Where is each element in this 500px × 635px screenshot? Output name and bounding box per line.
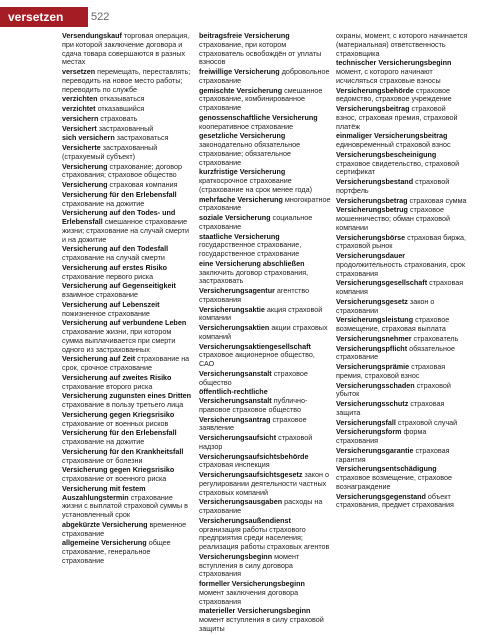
entry-translation: момент заключения договора страхования [199, 587, 299, 606]
entry-headword: gemischte Versicherung [199, 85, 283, 95]
entry-translation: момент вступления в силу страховой защиты [199, 615, 324, 633]
dictionary-entry [199, 287, 331, 305]
entry-translation: страхование второго риска [62, 381, 153, 391]
dictionary-entry [62, 95, 194, 104]
entry-translation: закон о регулировании деятельности частных страховых компаний [199, 470, 329, 497]
dictionary-entry [199, 388, 331, 414]
entry-translation: страховой портфель [336, 177, 450, 195]
entry-translation: страхование на дожитие [62, 198, 145, 208]
dictionary-entry [336, 447, 468, 465]
dictionary-entry [62, 374, 194, 392]
entry-translation: страхование на дожитие [62, 437, 145, 446]
entry-headword: Versicherung für den Erlebensfall [62, 189, 177, 199]
dictionary-entry [62, 264, 194, 282]
entry-translation: обязательное страхование [336, 343, 455, 362]
dictionary-entry [199, 416, 331, 434]
dictionary-entry [199, 196, 331, 214]
entry-translation: агентство страхования [199, 286, 310, 304]
dictionary-entry [336, 345, 468, 363]
entry-translation: страхование от военных рисков [62, 418, 169, 428]
dictionary-entry [336, 419, 468, 428]
entry-translation: страховой случай [397, 417, 458, 427]
entry-headword: Versicherungsbeitrag [336, 104, 410, 113]
entry-headword: Versicherte [62, 143, 101, 152]
entry-translation: торговая операция, при которой заключение договора и сдача товара совершаются в разных местах [62, 31, 190, 67]
entry-headword: Versicherungsbeginn [199, 551, 273, 561]
dictionary-entry [336, 493, 468, 511]
entry-translation: общее страхование, генеральное страхование [62, 538, 171, 565]
entry-translation: застраховаться [116, 133, 169, 143]
entry-headword: Versicherungsgesellschaft [336, 278, 428, 288]
entry-headword: Versicherungsaufsichtsgesetz [199, 470, 303, 479]
entry-translation: страховать [100, 113, 138, 123]
entry-headword: Versicherungsschutz [336, 399, 409, 408]
entry-headword: Versicherungsentschädigung [336, 464, 437, 474]
dictionary-entry [199, 87, 331, 113]
entry-translation: страховое общество [199, 368, 308, 387]
entry-translation: страховая защита [336, 399, 445, 417]
dictionary-entry [62, 105, 194, 114]
page-number: 522 [91, 11, 110, 23]
dictionary-entry [199, 132, 331, 167]
entry-translation: публично-правовое страховое общество [199, 396, 308, 414]
entry-headword: kurzfristige Versicherung [199, 167, 286, 177]
dictionary-entry [199, 607, 331, 633]
dictionary-entry [199, 580, 331, 606]
page-header [0, 0, 500, 30]
entry-translation: страхование первого риска [62, 271, 154, 281]
column-3 [336, 32, 468, 511]
entry-headword: Versicherungsbestand [336, 177, 414, 186]
dictionary-entry [199, 32, 331, 67]
entry-headword: Versicherung auf Gegenseitigkeit [62, 281, 176, 291]
dictionary-entry [199, 498, 331, 516]
entry-headword: Versicherungsgarantie [336, 445, 414, 455]
dictionary-entry [199, 260, 331, 286]
entry-translation: страховое акционерное общество, САО [199, 350, 315, 368]
dictionary-entry [336, 316, 468, 334]
entry-translation: временное страхование [62, 519, 187, 538]
dictionary-entry [62, 68, 194, 94]
entry-translation: добровольное страхование [199, 67, 330, 85]
entry-translation: застрахованный [98, 123, 154, 133]
dictionary-entry [336, 335, 468, 344]
dictionary-entry [62, 301, 194, 319]
entry-translation: законодательно обязательное страхование; обязательное страхование [199, 140, 301, 167]
entry-translation: страхование от военного риска [62, 474, 167, 483]
entry-translation: пожизненное страхование [62, 308, 150, 318]
entry-headword: eine Versicherung abschließen [199, 258, 305, 268]
entry-headword: Versicherungsagentur [199, 286, 275, 295]
entry-headword: Versicherungsantrag [199, 414, 271, 424]
entry-headword: technischer Versicherungsbeginn [336, 58, 452, 68]
entry-translation: страховая биржа, страховой рынок [336, 232, 467, 251]
dictionary-entry [336, 252, 468, 278]
dictionary-entry [336, 105, 468, 131]
entry-headword: abgekürzte Versicherung [62, 519, 148, 529]
dictionary-entry [336, 363, 468, 381]
entry-headword: genossenschaftliche Versicherung [199, 112, 318, 122]
dictionary-entry [62, 32, 194, 67]
entry-translation: страхователь [413, 333, 459, 343]
entry-headword: Versicherungsbetrug [336, 205, 408, 215]
entry-translation: расходы на страхование [199, 497, 323, 515]
entry-translation: момент, с которого начинают исчисляться страховые взносы [336, 67, 441, 85]
dictionary-entry [336, 59, 468, 85]
entry-translation: страхование, при котором страхователь освобождён от уплаты взносов [199, 39, 322, 67]
entry-headword: beitragsfreie Versicherung [199, 31, 290, 40]
entry-headword: Versicherung für den Krankheitsfall [62, 446, 184, 456]
dictionary-entry [62, 191, 194, 209]
entry-translation: отказавшийся [97, 104, 145, 113]
entry-translation: объект страхования, предмет страхования [336, 491, 454, 510]
dictionary-entry [199, 214, 331, 232]
dictionary-entry [199, 453, 331, 471]
entry-translation: многократное страхование [199, 194, 331, 213]
entry-headword: Versicherung auf erstes Risiko [62, 262, 168, 272]
dictionary-entry [62, 521, 194, 539]
entry-translation: страхование на случай смерти [62, 253, 165, 262]
entry-translation: страховое ведомство, страховое учреждение [336, 85, 452, 104]
entry-headword: Versicherungsanstalt [199, 368, 272, 378]
entry-headword: gesetzliche Versicherung [199, 131, 286, 141]
dictionary-entry [62, 181, 194, 190]
entry-translation: страховая премия, страховой взнос [336, 362, 446, 380]
column-1 [62, 32, 194, 567]
dictionary-entry [336, 465, 468, 491]
dictionary-entry [199, 471, 331, 497]
dictionary-entry [62, 319, 194, 354]
column-2 [199, 32, 331, 635]
entry-headword: Versicherungsschaden [336, 380, 415, 390]
dictionary-entry [336, 400, 468, 418]
entry-translation: организация работы страхового предприятия среди населения; реализация работы страховых агентов [199, 524, 330, 551]
dictionary-entry [336, 87, 468, 105]
entry-translation: страховое возмещение, страховое вознаграждение [336, 473, 452, 491]
entry-translation: заключить договор страхования, застраховать [199, 267, 309, 286]
dictionary-entry [62, 355, 194, 373]
entry-headword: Versicherung auf zweites Risiko [62, 372, 172, 382]
entry-headword: Versicherungsaktiengesellschaft [199, 341, 311, 351]
dictionary-entry [62, 134, 194, 143]
entry-translation: акции страховых компаний [199, 323, 328, 341]
entry-translation: страховое свидетельство, страховой сертификат [336, 158, 460, 177]
entry-headword: Versicherungsprämie [336, 362, 410, 371]
dictionary-entry [62, 144, 194, 162]
entry-headword: Versicherungsaufsicht [199, 433, 277, 442]
entry-translation: акция страховой компании [199, 304, 323, 323]
entry-headword: allgemeine Versicherung [62, 538, 147, 548]
dictionary-entry [336, 151, 468, 177]
dictionary-entry [62, 429, 194, 447]
dictionary-entry [199, 68, 331, 86]
entry-headword: Versicherungsausgaben [199, 497, 283, 507]
dictionary-entry [62, 163, 194, 181]
dictionary-entry [199, 324, 331, 342]
entry-headword: Versicherung auf verbundene Leben [62, 318, 187, 328]
dictionary-entry [336, 428, 468, 446]
entry-headword: einmaliger Versicherungsbeitrag [336, 131, 448, 141]
entry-headword: versichern [62, 113, 99, 123]
entry-headword: Versicherungsgegenstand [336, 491, 426, 501]
entry-translation: страхование на срок, срочное страхование [62, 354, 190, 372]
dictionary-entry [199, 233, 331, 259]
entry-headword: formeller Versicherungsbeginn [199, 579, 305, 588]
entry-translation: отказываться [99, 94, 145, 104]
entry-headword: Versicherungsbetrag [336, 195, 408, 205]
entry-translation: страховой убыток [336, 380, 451, 399]
dictionary-entry [62, 392, 194, 410]
entry-headword: Versicherungspflicht [336, 343, 408, 353]
entry-headword: Versicherung gegen Kriegsrisiko [62, 465, 175, 475]
entry-translation: страхование; договор страхования; страховое общество [62, 161, 183, 180]
dictionary-entry [199, 370, 331, 388]
dictionary-entry [62, 485, 194, 520]
entry-headword: Versicherung auf den Todesfall [62, 244, 169, 254]
running-head-tab: versetzen [0, 7, 88, 27]
dictionary-entry [62, 209, 194, 244]
entry-translation: страховая гарантия [336, 445, 450, 464]
entry-headword: Versicherungsbehörde [336, 85, 414, 95]
entry-translation: перемещать, переставлять; переводить на новое место работы; переводить по службе [62, 67, 191, 94]
entry-translation: страховое заявление [199, 414, 307, 433]
entry-translation: страховая компания [336, 278, 464, 296]
entry-headword: Versicherung für den Erlebensfall [62, 428, 177, 438]
dictionary-entry [199, 168, 331, 194]
dictionary-entry [199, 306, 331, 324]
entry-translation: страхование жизни, при котором сумма выплачивается при смерти одного из застрахованных [62, 327, 176, 354]
dictionary-entry [62, 115, 194, 124]
entry-translation: страховое мошенничество; обман страховой компании [336, 205, 451, 232]
entry-translation: страхование от болезни [62, 455, 143, 465]
dictionary-entry [62, 411, 194, 429]
entry-headword: versetzen [62, 67, 96, 76]
entry-headword: Versendungskauf [62, 31, 122, 40]
entry-headword: mehrfache Versicherung [199, 194, 283, 204]
entry-headword: Versicherungsdauer [336, 251, 406, 260]
entry-translation: социальное страхование [199, 213, 313, 231]
entry-headword: Versicherungsaufsichtsbehörde [199, 451, 309, 461]
entry-translation: страховой надзор [199, 433, 313, 451]
entry-headword: Versicherung zugunsten eines Dritten [62, 391, 192, 401]
entry-headword: Versicherungsnehmer [336, 333, 412, 343]
dictionary-entry [62, 125, 194, 134]
entry-translation: страхование в пользу третьего лица [62, 400, 184, 409]
entry-headword: Versicherungsaktie [199, 304, 265, 314]
entry-headword: Versicherungsaußendienst [199, 515, 291, 525]
entry-translation: единовременный страховой взнос [336, 140, 451, 149]
entry-headword: Versicherungsaktien [199, 323, 270, 332]
entry-headword: Versicherung [62, 161, 108, 171]
dictionary-entry [336, 279, 468, 297]
entry-translation: продолжительность страхования, срок страхования [336, 259, 466, 278]
entry-translation: государственное страхование, государственное страхование [199, 240, 302, 258]
dictionary-entry [336, 197, 468, 206]
dictionary-entry [336, 234, 468, 252]
entry-translation: закон о страховании [336, 296, 435, 315]
entry-translation: форма страхования [336, 427, 427, 445]
dictionary-entry [336, 206, 468, 232]
entry-headword: Versicherung gegen Kriegsrisiko [62, 409, 175, 419]
entry-translation: страхование жизни с выплатой страховой суммы в установленный срок [62, 492, 188, 519]
dictionary-entry [62, 448, 194, 466]
dictionary-entry [62, 539, 194, 565]
dictionary-entry [62, 282, 194, 300]
dictionary-entry [62, 466, 194, 484]
entry-headword: staatliche Versicherung [199, 231, 280, 241]
entry-headword: Versicherung [62, 180, 108, 189]
dictionary-entry [336, 298, 468, 316]
entry-headword: materieller Versicherungsbeginn [199, 606, 311, 616]
dictionary-entry [199, 517, 331, 552]
entry-headword: soziale Versicherung [199, 213, 271, 222]
entry-translation: кооперативное страхование [199, 121, 294, 131]
entry-translation: охраны, момент, с которого начинается (материальная) ответственность страховщика [336, 31, 468, 58]
entry-translation: смешанное страхование, комбинированное страхование [199, 85, 323, 112]
entry-headword: Versicherungsbörse [336, 232, 406, 242]
entry-translation: страховой взнос, страховая премия, страховой платёж [336, 104, 458, 131]
entry-headword: verzichtet [62, 104, 96, 113]
entry-headword: Versicherungsgesetz [336, 296, 408, 306]
entry-translation: краткосрочное страхование (страхование на срок менее года) [199, 176, 312, 194]
dictionary-entry [199, 434, 331, 452]
entry-translation: взаимное страхование [62, 290, 139, 299]
entry-headword: Versicherung auf Lebenszeit [62, 299, 160, 309]
entry-headword: sich versichern [62, 133, 115, 143]
dictionary-entry [336, 178, 468, 196]
entry-headword: Versicherungsfall [336, 417, 396, 427]
entry-headword: Versicherungsbescheinigung [336, 149, 437, 159]
entry-translation: застрахованный (страхуемый субъект) [62, 143, 158, 161]
entry-headword: Versicherung auf den Todes- und Erlebensfall [62, 208, 176, 226]
dictionary-entry [336, 132, 468, 150]
dictionary-entry [199, 553, 331, 579]
entry-headword: Versicherungsleistung [336, 315, 414, 325]
entry-headword: Versicherungsform [336, 427, 402, 437]
entry-headword: verzichten [62, 94, 98, 104]
entry-translation: смешанное страхование жизни; страхование на случай смерти и на дожитие [62, 217, 189, 244]
dictionary-entry [62, 245, 194, 263]
entry-headword: Versicherung auf Zeit [62, 354, 136, 364]
dictionary-entry [336, 382, 468, 400]
dictionary-entry [199, 343, 331, 369]
entry-headword: freiwillige Versicherung [199, 67, 280, 76]
entry-translation: момент вступления в силу договора страхования [199, 551, 300, 579]
entry-headword: öffentlich-rechtliche Versicherungsanstalt [199, 387, 272, 405]
entry-translation: страховая сумма [409, 195, 467, 205]
dictionary-entry [336, 32, 468, 58]
entry-translation: страховая компания [109, 180, 178, 189]
entry-headword: Versichert [62, 123, 97, 133]
entry-headword: Versicherung mit festem Auszahlungstermin [62, 483, 146, 502]
entry-translation: страховое возмещение, страховая выплата [336, 315, 450, 333]
entry-translation: страховая инспекция [199, 460, 270, 470]
dictionary-entry [199, 114, 331, 132]
